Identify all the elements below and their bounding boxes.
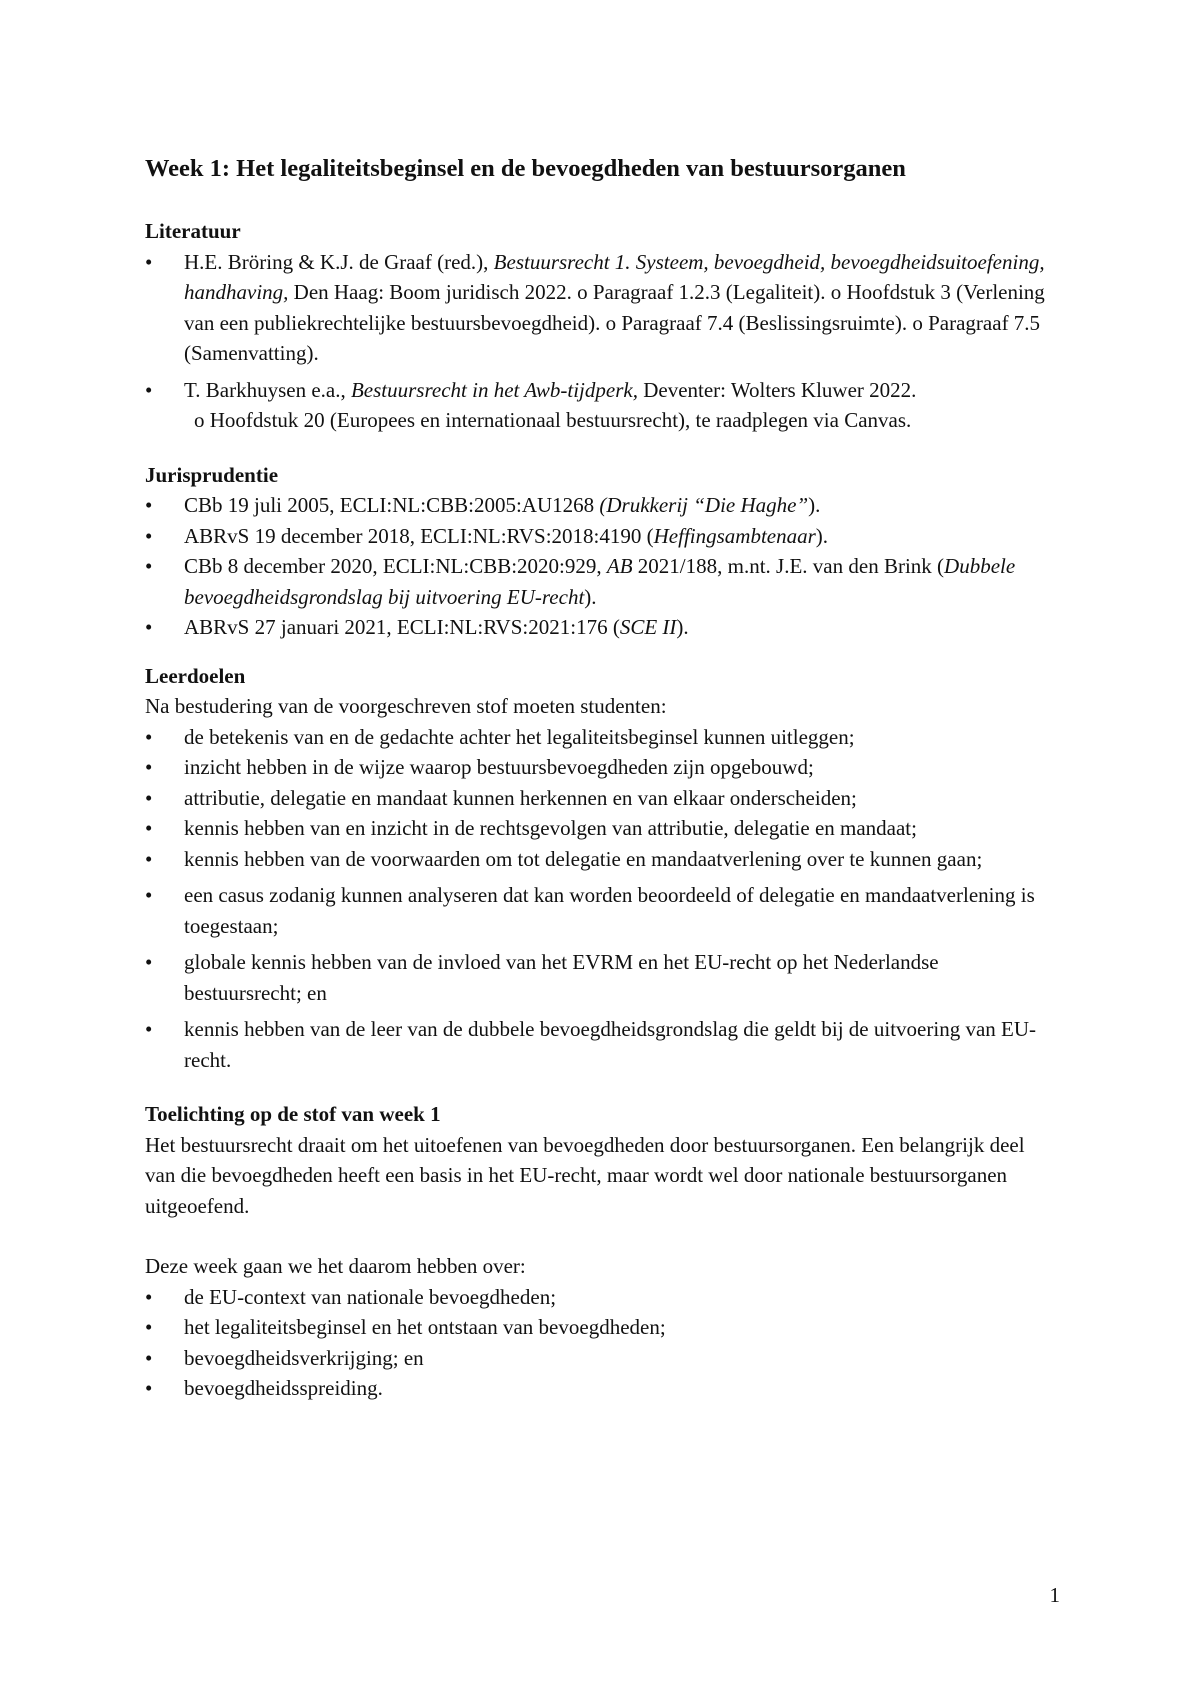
- literatuur-item: • H.E. Bröring & K.J. de Graaf (red.), Bestuursrecht 1. Systeem, bevoegdheid, bevoegdheidsuitoefening, handhaving, Den Haag: Boom juridisch 2022. o Paragraaf 1.2.3 (Legaliteit). o Hoofdstuk 3 (Verlening van een publiekrechtelijke bestuursbevoegdheid). o Paragraaf 7.4 (Beslissingsruimte). o Paragraaf 7.5 (Samenvatting).: [145, 247, 1045, 369]
- literatuur-heading: Literatuur: [145, 219, 241, 243]
- toelichting-item: • bevoegdheidsverkrijging; en: [145, 1343, 1045, 1374]
- leerdoelen-intro: Na bestudering van de voorgeschreven stof moeten studenten:: [145, 694, 667, 718]
- jurisprudentie-item: • CBb 8 december 2020, ECLI:NL:CBB:2020:929, AB 2021/188, m.nt. J.E. van den Brink (Dubbele bevoegdheidsgrondslag bij uitvoering EU-recht).: [145, 551, 1045, 612]
- leerdoel-item: • kennis hebben van de voorwaarden om tot delegatie en mandaatverlening over te kunnen gaan;: [145, 844, 1045, 875]
- document-content: [145, 152, 1045, 1416]
- jurisprudentie-heading: Jurisprudentie: [145, 462, 279, 487]
- jurisprudentie-item: • ABRvS 19 december 2018, ECLI:NL:RVS:2018:4190 (Heffingsambtenaar).: [145, 521, 1045, 552]
- leerdoelen-list: [145, 722, 1045, 1076]
- literatuur-item: • T. Barkhuysen e.a., Bestuursrecht in het Awb-tijdperk, Deventer: Wolters Kluwer 2022.: [145, 375, 1045, 406]
- leerdoel-item: • kennis hebben van en inzicht in de rechtsgevolgen van attributie, delegatie en mandaat;: [145, 813, 1045, 844]
- leerdoel-item: • kennis hebben van de leer van de dubbele bevoegdheidsgrondslag die geldt bij de uitvoering van EU-recht.: [145, 1014, 1045, 1075]
- jurisprudentie-item: • ABRvS 27 januari 2021, ECLI:NL:RVS:2021:176 (SCE II).: [145, 612, 1045, 643]
- toelichting-intro: Deze week gaan we het daarom hebben over:: [145, 1254, 526, 1278]
- leerdoelen-heading: Leerdoelen: [145, 663, 246, 688]
- leerdoel-item: • inzicht hebben in de wijze waarop bestuursbevoegdheden zijn opgebouwd;: [145, 752, 1045, 783]
- toelichting-list: [145, 1282, 1045, 1404]
- toelichting-paragraph: Het bestuursrecht draait om het uitoefenen van bevoegdheden door bestuursorganen. Een belangrijk deel van die bevoegdheden heeft een basis in het EU-recht, maar wordt wel door nationale bestuursorganen uitgeoefend.: [145, 1132, 1025, 1218]
- leerdoel-item: • een casus zodanig kunnen analyseren dat kan worden beoordeeld of delegatie en mandaatverlening is toegestaan;: [145, 880, 1045, 941]
- leerdoel-item: • globale kennis hebben van de invloed van het EVRM en het EU-recht op het Nederlandse bestuursrecht; en: [145, 947, 1045, 1008]
- toelichting-heading: Toelichting op de stof van week 1: [145, 1102, 441, 1126]
- page-title: Week 1: Het legaliteitsbeginsel en de bevoegdheden van bestuursorganen: [145, 155, 906, 182]
- literatuur-subitem: o Hoofdstuk 20 (Europees en internationaal bestuursrecht), te raadplegen via Canvas.: [194, 408, 912, 432]
- toelichting-item: • de EU-context van nationale bevoegdheden;: [145, 1282, 1045, 1313]
- jurisprudentie-item: • CBb 19 juli 2005, ECLI:NL:CBB:2005:AU1268 (Drukkerij “Die Haghe”).: [145, 490, 1045, 521]
- toelichting-item: • het legaliteitsbeginsel en het ontstaan van bevoegdheden;: [145, 1312, 1045, 1343]
- leerdoel-item: • de betekenis van en de gedachte achter het legaliteitsbeginsel kunnen uitleggen;: [145, 722, 1045, 753]
- toelichting-item: • bevoegdheidsspreiding.: [145, 1373, 1045, 1404]
- leerdoel-item: • attributie, delegatie en mandaat kunnen herkennen en van elkaar onderscheiden;: [145, 783, 1045, 814]
- jurisprudentie-list: [145, 490, 1045, 643]
- page-number: 1: [1049, 1583, 1060, 1607]
- literatuur-list: [145, 247, 1045, 406]
